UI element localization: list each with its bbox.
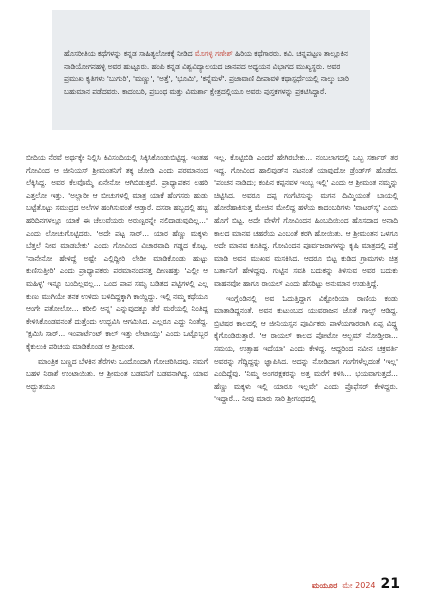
bio-text-start: ಹೊಸರೀತಿಯ ಕಥೆಗಳನ್ನು ಕನ್ನಡ ಸಾಹಿತ್ಯಲೋಕಕ್ಕೆ ನೀಡಿದ [64,49,195,58]
magazine-brand: ಮಯೂರ [311,581,338,590]
bio-text-rest: ಹಿರಿಯ ಕಥೆಗಾರರು. ಕವಿ. ಚನ್ನಪಟ್ಟಣ ತಾಲ್ಲೂಕಿನ ನಾಡಿಯೋಗನಹಳ್ಳಿ ಅವರ ಹುಟ್ಟೂರು. ಹಂಪಿ ಕನ್ನಡ ವಿಶ್ವವಿದ್ಯಾಲಯದ ಜಾನಪದ ಅಧ್ಯಯನ ವಿಭಾಗದ ಮುಖ್ಯಸ್ಥರು. ಅವರ ಪ್ರಮುಖ ಕೃತಿಗಳು 'ಬುಗುರಿ', 'ಮಣ್ಣು', 'ಅತ್ತೆ', 'ಭೂಮಿ', 'ಕನ್ನೆಮಳೆ'. ಪ್ರಜಾವಾಣಿ ದೀಪಾವಳಿ ಕಥಾಸ್ಪರ್ಧೆಯಲ್ಲಿ ನಾಲ್ಕು ಬಾರಿ ಬಹುಮಾನ ಪಡೆದವರು. ಕಾದಂಬರಿ, ಪ್ರಬಂಧ ಮತ್ತು ವಿಮರ್ಶಾ ಕ್ಷೇತ್ರದಲ್ಲಿಯೂ ಅವರು ಪುಸ್ತಕಗಳನ್ನು ಪ್ರಕಟಿಸಿದ್ದಾರೆ. [64,49,349,96]
right-paragraph-1: ಇಲ್ಲ. ಕೊಟ್ಟಿಬಿಡಿ ಎಂದರೆ ಹೇಗಿರಬೇಕು... ನಂಬಲಾಗದಲ್ಲಿ ಒಬ್ಬ ಸರ್ಕಾರ್ ತರ ಇದ್ದ. ಗೋವಿಂದ ಹಾಲಿವುಡ್‌ನ ನಟನಂತೆ ಯಾವುದೋ ಡ್ರೆಂಡ್‌ಗ್ ಹೊಡೆದ. 'ಪಂಚನ ನಾಡಿದು; ಕಂಪಿನ ಕಪ್ಪನವಳ ಇಂಬ್ಬ ಇಲ್ಲಿ' ಎಂದು ಆ ಶ್ರೀಮಂತ ನಮ್ಮನ್ನು ಚಿಟ್ಟಿಸಿದ. ಅವರೂ ದಪ್ಪ ಗಂಗೆಟಿಸುನ್ನು ಮಗನ ದಿಮ್ಮಿಯಂತೆ ಬಾಯಲ್ಲಿ ಹೋರೆಹಾಕಿಸುತ್ತ ಮೇಜಿನ ಮೇಲಿದ್ದ ಹಳೆಯ ಕಾದಂಬರಿಗಳು 'ವಾಟರ್‌ಸ್ಕ' ಎಂದು ಹೊಗೆ ಬಿಟ್ಟ. ಅದೇ ವೇಳೆಗೆ ಗೋವಿಂದನ ಹಿಂಬದಿಯಿಂದ ಹೊಸದಾದ ಅನಾದಿ ಕಾಲದ ಮಾನವ ಚಹರೆಯ ಎಂಬಂತೆ ಕರಗಿ ಹೋಯಿತು. ಆ ಶ್ರೀಮಂತನ ಒಳಗೂ ಅದೇ ಮಾನವ ಕೂತಿದ್ದ. ಗೋವಿಂದನ ಪೂರ್ವಜರಾಗಳನ್ನು ಕೃಷಿ ಮಾತ್ರದಲ್ಲಿ ಪತ್ತೆ ಮಾಡಿ ಅವನ ಮುಖವ ಮಸಕಿಸಿದ. ಆದರೂ ಬಿಟ್ಟ ಕುಡಿದ ಗ್ರಾಮಗಳು ಚಿತ್ರ ಬರ್ತಾನಿಗೆ ಹೇಳಿದ್ದವು. ಗುಟ್ಟಿನ ಸವತಿ ಬದುಕನ್ನು ತಿಳಿಸುವ ಅವರ ಬದುಕು ವಾಹನವೋ ಹಾಗೂ ರಾಯಲ್ ಎಂದು ಹೆಸರಿಟ್ಟು ಅನುಮಾನ ಉಡುತ್ತಿದ್ದೆ. [214,153,398,288]
right-column [214,152,398,408]
page-number: 21 [380,576,400,592]
left-paragraph-1: ಬೀದಿಯ ನೆರವೆ ಅರ್ಥಕ್ಕೇ ನಿಲ್ಲಿಸಿ ಕಿವಿಸಂದಿಯಲ್ಲಿ ಸಿಕ್ಕಿಸಿಕೊಂಡುಬಿಟ್ಟಿದ್ದ. ಇಂತಹ ಗೋವಿಂದ ಆ ಜೀನಿಯಸ್ ಶ್ರೀಮಂತನಿಗೆ ತಕ್ಕ ಜೋಡಿ ಎಂದು ಪರಮಾನಂದ ಲೆಕ್ಕಿಸಿದ್ದ. ಅವರ ಕೆಲವೊಮ್ಮೆ ಏನೇನೋ ಆಗಿಬಿಡುತ್ತವೆ. ಪ್ರಾಧ್ಯಾಪಕನ ಲಹರಿ ಎತ್ತಲೋ ಇತ್ತು. 'ಅಲ್ಲಾರೀ ಆ ಬೀಚುಗಳಲ್ಲಿ ಮಾತ್ರ ಯಾಕೆ ಹೆಂಗಸರು ಹುಡು ಬಟ್ಟೆತೊಟ್ಟು ಸಮುದ್ರದ ಅಲೆಗಳ ಹಂಗಿಸುವಂತೆ ಆಡ್ತಾರೆ. ದಸರಾ ಹಬ್ಬದಲ್ಲಿ ಹಬ್ಬ ಹರಿದಿನಗಳಲ್ಲೂ ಯಾಕೆ ಈ ಚೆಲುವೆಯರು ಅರುಣ್ಟರನ್ನೇ ನಲಿದಾಡುವುದಿಲ್ಲ...' ಎಂದು ಲೋಚುಗೊಟ್ಟಿದರು. 'ಅದೇ ಪಟ್ಟ ಸಾರ್... ಯಾರ ಹೆಣ್ಣು ಮಕ್ಕಳು ಬೆತ್ತಲೆ ನೀವ ಮಾಡಬೇಕು' ಎಂದು ಗೋವಿಂದ ವಿಚಾರವಾದಿ ಗಡ್ಡದ ಕೊಟ್ಟ. 'ನಾನೇನೋ ಹೇಳಿದ್ದೆ ಅಷ್ಟೇ ಎಲ್ಲಿದ್ದೀರಿ ಲೇಡೀ ಮಾಡಿಕೊಂಡು ಹುಟ್ಟು ಕುಣಿಸುತ್ತೀರಿ' ಎಂದು ಪ್ರಾಧ್ಯಾಪಕರು ಪರಮಾನಂದನತ್ತ ದೀಣಹತ್ತು 'ಎಲ್ಲೀ ಆ ಮಹಿಳ್ಳ' ಇನ್ನೂ ಬಂದಿಲ್ಲವಲ್ಲ... ಒಂದ ಪಾಪ ಸಮೃ ಬಡಿತದ ಪಟ್ಟಿಗಳಲ್ಲಿ ಎಲ್ಲ ಕುಣು ಮುಗಿಯೇ ತನಕ ಉಳಿದು ಬಳಿದಿದ್ದಕ್ಕಾಗಿ ಕಾಯ್ದಿದ್ದು. ಇಲ್ಲಿ ನಮ್ಮ ಕಥೆಯೂ ಆಂಗೇ ಪತೋಲೋ... ಕರೀಲಿ ಅನ್ನ' ಎನ್ನುವುದಕ್ಕೂ ತೆರೆ ಮರೆಯಲ್ಲಿ ನಿಂತಿದ್ದ ಕೇಳಿಸಿಕೊಂಡವನಂತೆ ದುತ್ತೆಂದು ಉದ್ಭವಿಸಿ ಆಗಮಿಸಿದ. ಎಲ್ಲರೂ ಎದ್ದು ನಿಂತೆದ್ದ. 'ಕ್ಷಮಿಸಿ ಸಾರ್... ಇಂಪಾರ್ಟೆಂಟ್ ಕಾಲ್ ಇತ್ತು ಲೇಟಾಯ್ತು' ಎಂದು ಒಟ್ಟೊಬ್ಬರ ಕೈಕುಲುಕಿ ಪರಿಚಯ ಮಾಡಿಕೊಂಡ ಆ ಶ್ರೀಮಂತ. [26,153,208,351]
page-footer [312,576,400,592]
issue-month: ಮೇ 2024 [342,581,376,590]
author-bio-box [52,10,370,130]
left-paragraph-2: ಮಾಂತ್ರಿಕ ಬಣ್ಣದ ಬೆಳಕಿನ ತೆರೆಗಳು ಒಂದೊಂದಾಗಿ ಗೋಚರಿಸಿದವು. ನಮಗೆ ಬಹಳ ನಿರಾಶೆ ಉಂಟಾಯಿತು. ಆ ಶ್ರೀಮಂತ ಬಡವನಿಗೆ ಬಡವನಾಗಿದ್ದ. ಯಾವ ಅದ್ಭುತಯೂ [26,356,208,391]
author-name-highlight: ಮೊಗಳ್ಳಿ ಗಣೇಶ್ [194,49,233,58]
left-column [26,152,208,395]
right-paragraph-2: ಇಂಗ್ಲೆಂಡಿನಲ್ಲಿ ಅವ ಓದುತ್ತಿದ್ದಾಗ ವಿಕ್ಟೋರಿಯಾ ರಾಣಿಯ ಕಂಡು ಮಾತಾಡಿದ್ದನಂತೆ. ಅವನ ಕುಟುಂಬದ ಯುವರಾಜನ ಜೊತೆ ಗಾಲ್ಫ್ ಆಡಿದ್ದ. ಬ್ರಿಟಿಷರ ಕಾಲದಲ್ಲಿ ಆ ಜೀನಿಯಸ್ಸನ ಪೂರ್ವಿಕರು ಪಾಳೆಯಗಾರರಾಗಿ ಏಪ್ಪ ವಿದ್ದ್ದ ಕೈಗೊಂಡಿರುತ್ತಾರೆ. 'ಆ ರಾಯಲ್ ಕಾಲದ ಪೋಟೋ ಆಲ್ಬಮ್ ನೋಡ್ತೀರಾ... ಸಮಯ, ಉತ್ಸಾಹ ಇದೆಯಾ' ಎಂದು ಕೇಳಿದ್ದ. ಆದ್ದರಿಂದ ನವೀನ ಚಕ್ರವರ್ತಿ ಅವರನ್ನು ಗೆದ್ದಿದ್ದನ್ನು ಜ್ಞಾಪಿಸಿದ. ಅದನ್ನು ನೋಡಿದಾಗ ಗಂಗೆಗಳೆಲ್ಲದಂತೆ 'ಇಲ್ಲ' ಎಂದಿದ್ದೆವು. 'ನಿಮ್ಮ ಅಂಗರಕ್ಷಕರನ್ನು ಅತ್ತ ಮರೆಗೆ ಕಳಿಸಿ... ಭಯವಾಗುತ್ತದೆ... ಹೆಣ್ಣು ಮಕ್ಕಳು ಇಲ್ಲಿ ಯಾರೂ ಇಲ್ಲವೇ' ಎಂದು ಪ್ರೊಫೆಸರ್ ಕೇಳಿದ್ದರು. 'ಇದ್ದಾರೆ... ನೀವು ಮಾರು ಸಾರಿ ಶ್ರೀಗಂಧದಲ್ಲಿ [214,293,398,404]
